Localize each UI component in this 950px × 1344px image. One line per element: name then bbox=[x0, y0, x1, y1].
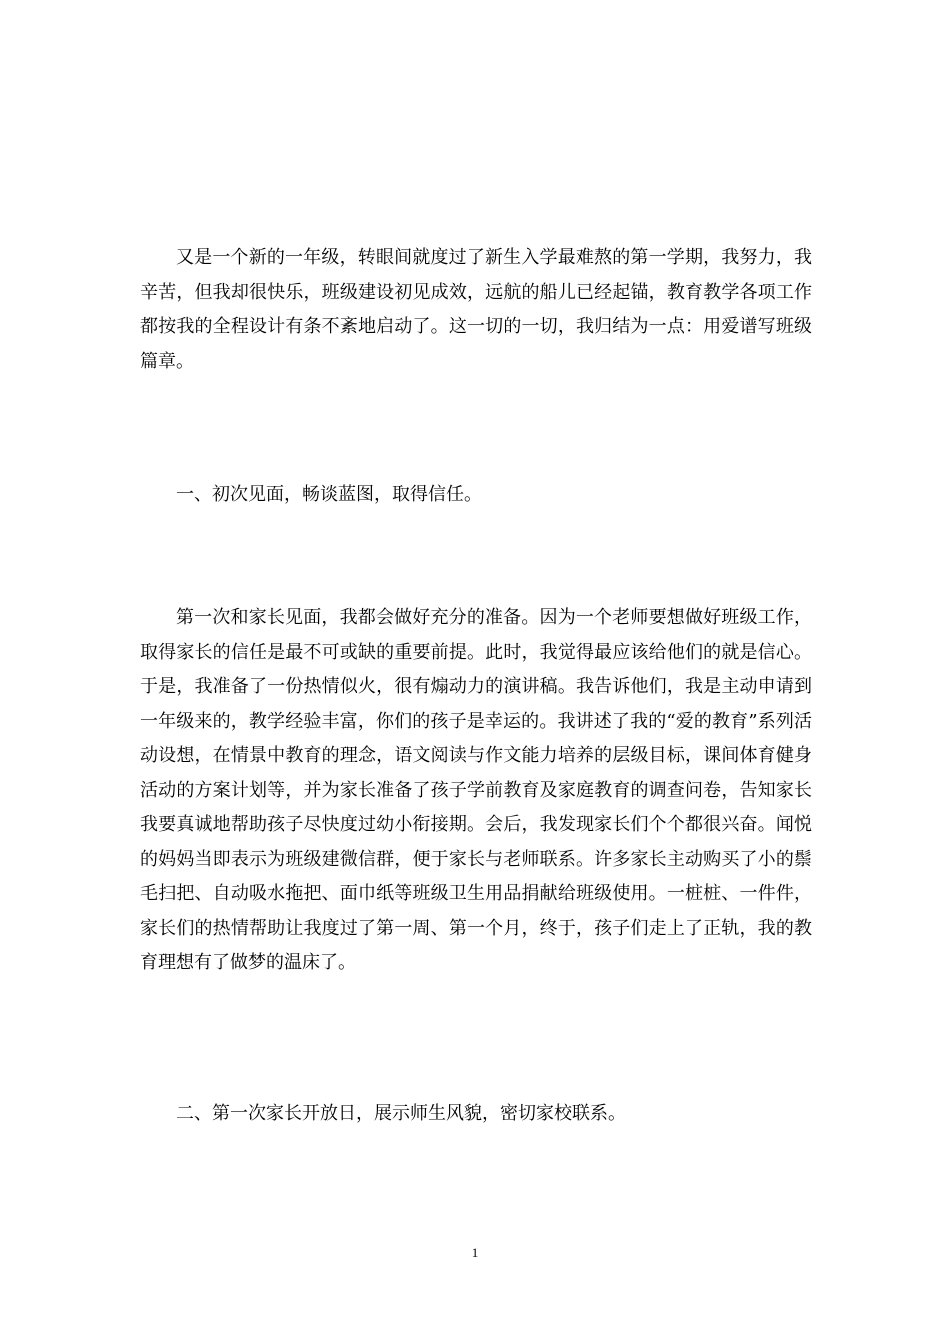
intro-paragraph: 又是一个新的一年级，转眼间就度过了新生入学最难熬的第一学期，我努力，我辛苦，但我却很快乐，班级建设初见成效，远航的船儿已经起锚，教育教学各项工作都按我的全程设计有条不紊地启动了。这一切的一切，我归结为一点：用爱谱写班级篇章。 bbox=[140, 247, 812, 372]
section-1-paragraph: 第一次和家长见面，我都会做好充分的准备。因为一个老师要想做好班级工作，取得家长的信任是最不可或缺的重要前提。此时，我觉得最应该给他们的就是信心。于是，我准备了一份热情似火，很有煽动力的演讲稿。我告诉他们，我是主动申请到一年级来的，教学经验丰富，你们的孩子是幸运的。我讲述了我的“爱的教育”系列活动设想，在情景中教育的理念，语文阅读与作文能力培养的层级目标，课间体育健身活动的方案计划等，并为家长准备了孩子学前教育及家庭教育的调查问卷，告知家长我要真诚地帮助孩子尽快度过幼小衔接期。会后，我发现家长们个个都很兴奋。闻悦的妈妈当即表示为班级建微信群，便于家长与老师联系。许多家长主动购买了小的鬃毛扫把、自动吸水拖把、面巾纸等班级卫生用品捐献给班级使用。一桩桩、一件件，家长们的热情帮助让我度过了第一周、第一个月，终于，孩子们走上了正轨，我的教育理想有了做梦的温床了。 bbox=[140, 607, 812, 973]
section-heading-2: 二、第一次家长开放日，展示师生风貌，密切家校联系。 bbox=[176, 1103, 626, 1124]
section-heading-1: 一、初次见面，畅谈蓝图，取得信任。 bbox=[176, 484, 482, 505]
page-number: 1 bbox=[471, 1245, 479, 1260]
